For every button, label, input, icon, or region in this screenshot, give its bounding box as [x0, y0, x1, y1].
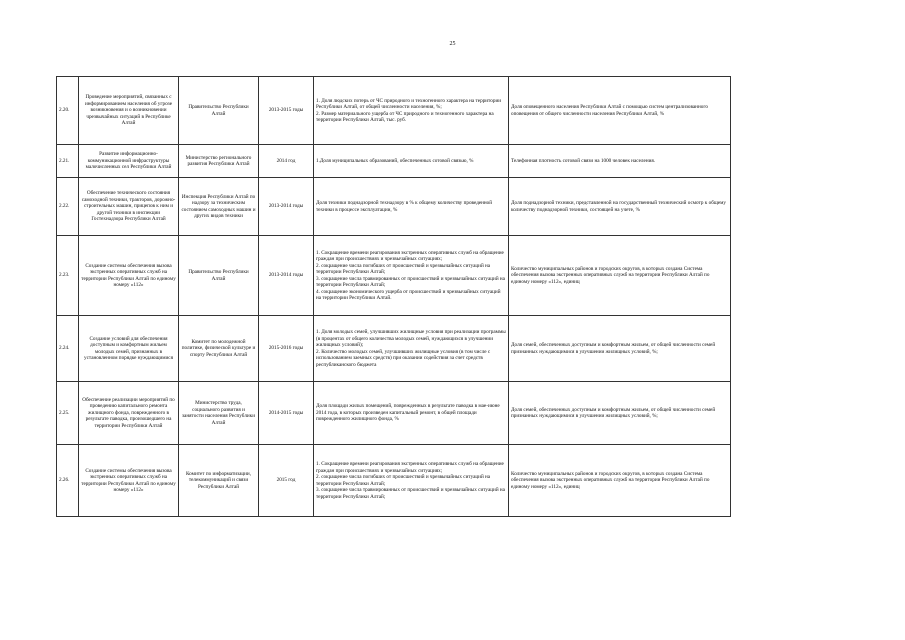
table-row — [57, 382, 731, 445]
executor: Министерство труда, социального развития и занятости населения Республики Алтай — [179, 382, 259, 445]
row-number: 2.24. — [57, 316, 79, 382]
expected-result: Доля семей, обеспеченных доступным и комфортным жильем, от общей численности семей признанных нуждающимися в улучшении жилищных условий, %; — [509, 316, 731, 382]
measure-name: Создание системы обеспечения вызова экстренных оперативных служб на территории Республики Алтай по единому номеру «112» — [79, 236, 179, 316]
row-number: 2.20. — [57, 77, 79, 145]
indicator-line: 3. сокращение числа травмированных от происшествий и чрезвычайных ситуаций на территории Республики Алтай; — [316, 275, 505, 288]
indicator-line: 2. сокращение числа погибших от происшествий и чрезвычайных ситуаций на территории Республики Алтай; — [316, 262, 491, 275]
row-number: 2.21. — [57, 145, 79, 178]
indicators — [314, 236, 509, 316]
measure-name: Обеспечение реализации мероприятий по проведению капитального ремонта жилищного фонда, поврежденного в результате паводка, произошедшего на территории Республики Алтай — [79, 382, 179, 445]
indicator-line: 1. Доля людских потерь от ЧС природного и техногенного характера на территории Республики Алтай, от общей численности населения, %; — [316, 97, 501, 110]
expected-result: Доля семей, обеспеченных доступным и комфортным жильем, от общей численности семей признанных нуждающимися в улучшении жилищных условий, %; — [509, 382, 731, 445]
executor: Комитет по информатизации, телекоммуникаций и связи Республики Алтай — [179, 445, 259, 517]
indicator-line: 3. сокращение числа травмированных от происшествий и чрезвычайных ситуаций на территории Республики Алтай; — [316, 487, 505, 500]
executor: Правительство Республики Алтай — [179, 77, 259, 145]
executor: Министерство регионального развития Республики Алтай — [179, 145, 259, 178]
indicators — [314, 178, 509, 236]
indicator-line: 2. Количество молодых семей, улучшивших жилищные условия (в том числе с использованием заемных средств) при оказании содействия за счет средств республиканского бюджета — [316, 348, 491, 368]
expected-result: Количество муниципальных районов и городских округов, в которых создана Система обеспечения вызова экстренных оперативных служб на территории Республики Алтай по единому номеру «112», единиц — [509, 236, 731, 316]
indicator-line: 2. сокращение числа погибших от происшествий и чрезвычайных ситуаций на территории Республики Алтай; — [316, 474, 491, 487]
indicators — [314, 382, 509, 445]
period: 2013-2014 годы — [259, 178, 314, 236]
program-measures-table — [56, 76, 731, 517]
indicators — [314, 316, 509, 382]
measure-name: Создание системы обеспечения вызова экстренных оперативных служб на территории Республики Алтай по единому номеру «112» — [79, 445, 179, 517]
indicator-line: 1.Доля муниципальных образований, обеспеченных сотовой связью, % — [316, 157, 474, 164]
indicators — [314, 77, 509, 145]
indicator-line: Доля площади жилых помещений, поврежденных в результате паводка в мае-июне 2014 года, в которых произведен капитальный ремонт, в общей площади поврежденного жилищного фонда, % — [316, 403, 500, 423]
indicator-line: 2. Размер материального ущерба от ЧС природного и техногенного характера на территории Республики Алтай, тыс. руб. — [316, 110, 494, 123]
period: 2014 год — [259, 145, 314, 178]
expected-result: Доля оповещенного населения Республики Алтай с помощью систем централизованного оповещения от общего численности населения Республики Алтай, % — [509, 77, 731, 145]
indicators — [314, 145, 509, 178]
table-row — [57, 145, 731, 178]
measure-name: Обеспечение технического состояния самоходной техники, тракторов, дорожно-строительных машин, прицепов к ним и другой техники в инспекции Гостехнадзора Республики Алтай — [79, 178, 179, 236]
table-row — [57, 236, 731, 316]
indicator-line: 1. Доля молодых семей, улучшивших жилищные условия при реализации программы (в процентах от общего количества молодых семей, нуждающихся в улучшении жилищных условий); — [316, 329, 506, 348]
row-number: 2.23. — [57, 236, 79, 316]
indicators — [314, 445, 509, 517]
indicator-line: 1. Сокращение времени реагирования экстренных оперативных служб на обращение граждан при происшествиях и чрезвычайных ситуациях; — [316, 461, 504, 474]
period: 2013-2015 годы — [259, 77, 314, 145]
table-row — [57, 77, 731, 145]
executor: Правительство Республики Алтай — [179, 236, 259, 316]
row-number: 2.26. — [57, 445, 79, 517]
indicator-line: 4. сокращение экономического ущерба от происшествий и чрезвычайных ситуаций на территории Республики Алтай. — [316, 288, 501, 301]
period: 2013-2014 годы — [259, 236, 314, 316]
executor: Комитет по молодежной политике, физической культуре и спорту Республики Алтай — [179, 316, 259, 382]
period: 2015 год — [259, 445, 314, 517]
period: 2014-2015 годы — [259, 382, 314, 445]
table-row — [57, 445, 731, 517]
row-number: 2.25. — [57, 382, 79, 445]
measure-name: Создание условий для обеспечения доступным и комфортным жильем молодых семей, признанных в установленном порядке нуждающимися — [79, 316, 179, 382]
executor: Инспекция Республики Алтай по надзору за техническим состоянием самоходных машин и других видов техники — [179, 178, 259, 236]
indicator-line: 1. Сокращение времени реагирования экстренных оперативных служб на обращение граждан при происшествиях и чрезвычайных ситуациях; — [316, 249, 504, 262]
period: 2015-2016 годы — [259, 316, 314, 382]
measure-name: Развитие информационно-коммуникационной инфраструктуры малочисленных сел Республики Алтай — [79, 145, 179, 178]
indicator-line: Доля техники поднадзорной технадзору в % к общему количеству проведенной техники в процессе эксплуатации, % — [316, 200, 493, 213]
table-row — [57, 316, 731, 382]
expected-result: Доля поднадзорной техники, представленной на государственный технический осмотр к общему количеству поднадзорной техники, состоящей на учете, % — [509, 178, 731, 236]
page-number: 25 — [449, 41, 456, 47]
table-row — [57, 178, 731, 236]
expected-result: Количество муниципальных районов и городских округов, в которых создана Система обеспечения вызова экстренных оперативных служб на территории Республики Алтай по единому номеру «112», единиц — [509, 445, 731, 517]
expected-result: Телефонная плотность сотовой связи на 1000 человек населения. — [509, 145, 731, 178]
measure-name: Проведение мероприятий, связанных с информированием населения об угрозе возникновения и о возникновении чрезвычайных ситуаций в Республике Алтай — [79, 77, 179, 145]
row-number: 2.22. — [57, 178, 79, 236]
